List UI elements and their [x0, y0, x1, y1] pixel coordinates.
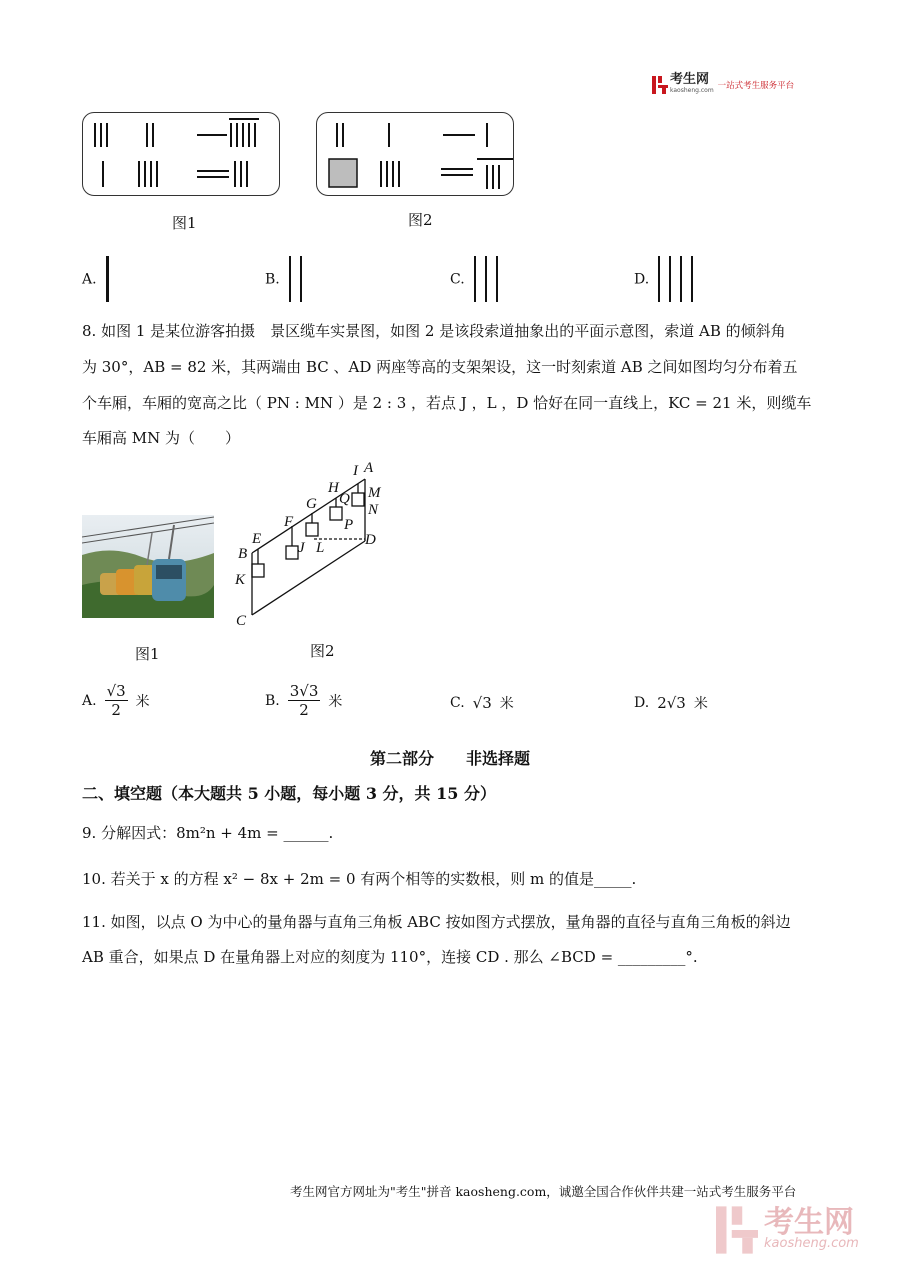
q8-cable-car-photo [82, 515, 214, 618]
q10-text: 10. 若关于 x 的方程 x² − 8x + 2m = 0 有两个相等的实数根，则 m 的值是_____. [82, 870, 637, 888]
option-letter: B. [265, 271, 280, 288]
option-bars [658, 269, 702, 288]
option-value: √3 [472, 694, 492, 712]
kaosheng-logo-icon [652, 76, 668, 94]
watermark-domain: kaosheng.com [764, 1236, 859, 1251]
footer-text: 考生网官方网址为"考生"拼音 kaosheng.com，诚邀全国合作伙伴共建一站式考生服务平台 [290, 1184, 797, 1199]
option-fraction [288, 682, 321, 719]
q8-figure-1-caption: 图1 [135, 645, 160, 663]
q9-text: 9. 分解因式：8m²n + 4m = ______. [82, 824, 334, 842]
diagram-label-b: B [238, 546, 248, 562]
cable-car-photo-illustration [82, 515, 214, 618]
option-letter: D. [634, 271, 650, 288]
watermark-logo-icon [716, 1206, 758, 1254]
q8-option-c [450, 692, 514, 714]
diagram-label-i: I [353, 463, 358, 479]
option-fraction [105, 682, 128, 719]
q8-figure-2-diagram [232, 460, 402, 635]
option-letter: D. [634, 695, 650, 711]
q8-line-2: 为 30°，AB = 82 米，其两端由 BC 、AD 两座等高的支架架设，这一时刻索道 AB 之间如图均匀分布着五 [82, 358, 798, 376]
q7-option-a [82, 256, 118, 302]
q7-figure-1-drawing [83, 113, 279, 195]
header-logo [652, 74, 794, 96]
diagram-label-k: K [235, 572, 246, 588]
diagram-label-j: J [298, 540, 305, 556]
fraction-numerator: √3 [106, 682, 126, 700]
q8-option-a [82, 682, 150, 719]
q7-figure-2-drawing [317, 113, 513, 195]
q7-figure-2 [316, 112, 514, 196]
q8-option-b [265, 682, 342, 719]
diagram-label-h: H [328, 480, 339, 496]
q11-line-1: 11. 如图，以点 O 为中心的量角器与直角三角板 ABC 按如图方式摆放，量角器的直径与直角三角板的斜边 [82, 913, 791, 931]
fraction-denominator: 2 [111, 701, 121, 719]
q7-option-d [634, 256, 702, 302]
option-letter: C. [450, 271, 465, 288]
diagram-label-a: A [364, 460, 374, 476]
option-bars [474, 269, 507, 288]
option-unit: 米 [328, 693, 343, 710]
diagram-label-g: G [306, 496, 317, 512]
diagram-label-c: C [236, 613, 247, 629]
option-letter: A. [82, 271, 97, 288]
diagram-label-m: M [368, 485, 381, 501]
q7-figure-2-caption: 图2 [408, 211, 433, 229]
diagram-label-d: D [365, 532, 376, 548]
part-2-title: 第二部分 非选择题 [369, 749, 530, 768]
q7-figure-1 [82, 112, 280, 196]
q11-line-2: AB 重合，如果点 D 在量角器上对应的刻度为 110°，连接 CD . 那么 ∠BCD = _________°. [82, 948, 698, 966]
diagram-label-q: Q [339, 491, 350, 507]
option-bars [289, 269, 311, 288]
q7-figure-1-caption: 图1 [172, 214, 197, 232]
q8-line-4: 车厢高 MN 为（ ） [82, 429, 241, 447]
diagram-label-e: E [252, 531, 262, 547]
option-letter: B. [265, 692, 280, 709]
diagram-label-l: L [316, 540, 325, 556]
option-letter: C. [450, 695, 465, 711]
option-unit: 米 [499, 696, 514, 712]
diagram-label-f: F [284, 514, 294, 530]
diagram-label-n: N [368, 502, 379, 518]
logo-domain: kaosheng.com [670, 87, 714, 94]
logo-name: 考生网 [670, 72, 710, 87]
q8-option-d [634, 692, 708, 714]
watermark-name: 考生网 [764, 1205, 854, 1240]
q8-figure-2-caption: 图2 [310, 642, 335, 660]
diagram-label-p: P [344, 517, 354, 533]
watermark [716, 1206, 859, 1254]
option-bars [106, 269, 118, 288]
q8-line-1: 8. 如图 1 是某位游客拍摄 景区缆车实景图，如图 2 是该段索道抽象出的平面示意图，索道 AB 的倾斜角 [82, 322, 786, 340]
q7-option-b [265, 256, 311, 302]
fraction-numerator: 3√3 [289, 682, 319, 700]
q7-option-c [450, 256, 507, 302]
option-value: 2√3 [657, 694, 686, 712]
logo-tagline: 一站式考生服务平台 [717, 81, 795, 91]
option-unit: 米 [135, 693, 150, 710]
option-unit: 米 [693, 696, 708, 712]
option-letter: A. [82, 692, 97, 709]
q8-line-3: 个车厢，车厢的宽高之比（ PN : MN ）是 2 : 3 ，若点 J ，L ，D 恰好在同一直线上，KC = 21 米，则缆车 [82, 394, 812, 412]
fraction-denominator: 2 [299, 701, 309, 719]
section-fill-in-heading: 二、填空题（本大题共 5 小题，每小题 3 分，共 15 分） [82, 784, 496, 803]
